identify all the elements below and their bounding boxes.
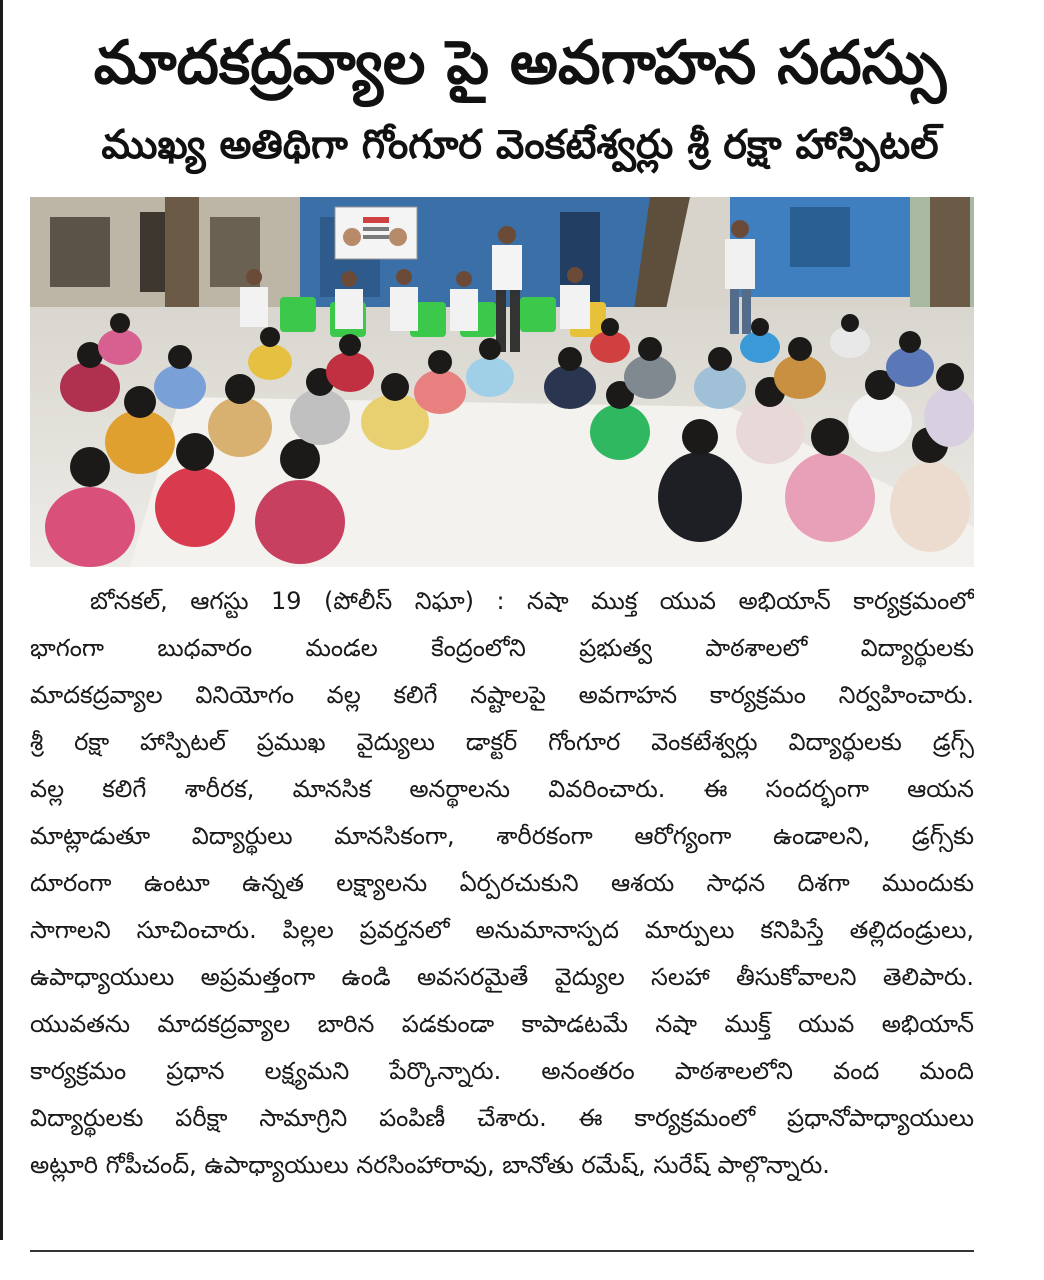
body-line: యువతను మాదకద్రవ్యాల బారిన పడకుండా కాపాడటమే నషా ముక్త్ యువ అభియాన్ (30, 1010, 974, 1038)
body-line: కార్యక్రమం ప్రధాన లక్ష్యమని పేర్కొన్నారు. అనంతరం పాఠశాలలోని వంద మంది (30, 1057, 974, 1085)
subheadline: ముఖ్య అతిథిగా గోంగూర వెంకటేశ్వర్లు శ్రీ రక్షా హాస్పిటల్ (101, 122, 939, 168)
body-line: మాదకద్రవ్యాల వినియోగం వల్ల కలిగే నష్టాలపై అవగాహన కార్యక్రమం నిర్వహించారు. (30, 681, 974, 709)
article-body (30, 578, 974, 1238)
headline: మాదకద్రవ్యాల పై అవగాహన సదస్సు (93, 28, 947, 98)
body-line: బోనకల్, ఆగస్టు 19 (పోలీస్ నిఘా) : నషా ముక్త యువ అభియాన్ కార్యక్రమంలో (90, 587, 974, 615)
body-line: విద్యార్థులకు పరీక్షా సామాగ్రిని పంపిణీ చేశారు. ఈ కార్యక్రమంలో ప్రధానోపాధ్యాయులు (30, 1104, 974, 1132)
body-line: ఉపాధ్యాయులు అప్రమత్తంగా ఉండి అవసరమైతే వైద్యుల సలహా తీసుకోవాలని తెలిపారు. (30, 963, 974, 991)
body-line: మాట్లాడుతూ విద్యార్థులు మానసికంగా, శారీరకంగా ఆరోగ్యంగా ఉండాలని, డ్రగ్స్‌కు (30, 822, 974, 850)
body-line: సాగాలని సూచించారు. పిల్లల ప్రవర్తనలో అనుమానాస్పద మార్పులు కనిపిస్తే తల్లిదండ్రులు, (30, 916, 974, 944)
body-line: దూరంగా ఉంటూ ఉన్నత లక్ష్యాలను ఏర్పరచుకుని ఆశయ సాధన దిశగా ముందుకు (30, 869, 974, 897)
article-photo (30, 197, 974, 567)
bottom-rule (30, 1250, 974, 1252)
body-line: భాగంగా బుధవారం మండల కేంద్రంలోని ప్రభుత్వ పాఠశాలలో విద్యార్థులకు (30, 634, 974, 662)
body-line: వల్ల కలిగే శారీరక, మానసిక అనర్థాలను వివరించారు. ఈ సందర్భంగా ఆయన (30, 775, 974, 803)
page-left-rule (0, 0, 3, 1240)
body-line: అట్లూరి గోపీచంద్, ఉపాధ్యాయులు నరసింహారావు, బానోతు రమేష్, సురేష్ పాల్గొన్నారు. (30, 1151, 830, 1179)
body-line: శ్రీ రక్షా హాస్పిటల్ ప్రముఖ వైద్యులు డాక్టర్ గోంగూర వెంకటేశ్వర్లు విద్యార్థులకు డ్రగ్స్ (30, 728, 974, 756)
photo-illustration (30, 197, 974, 567)
